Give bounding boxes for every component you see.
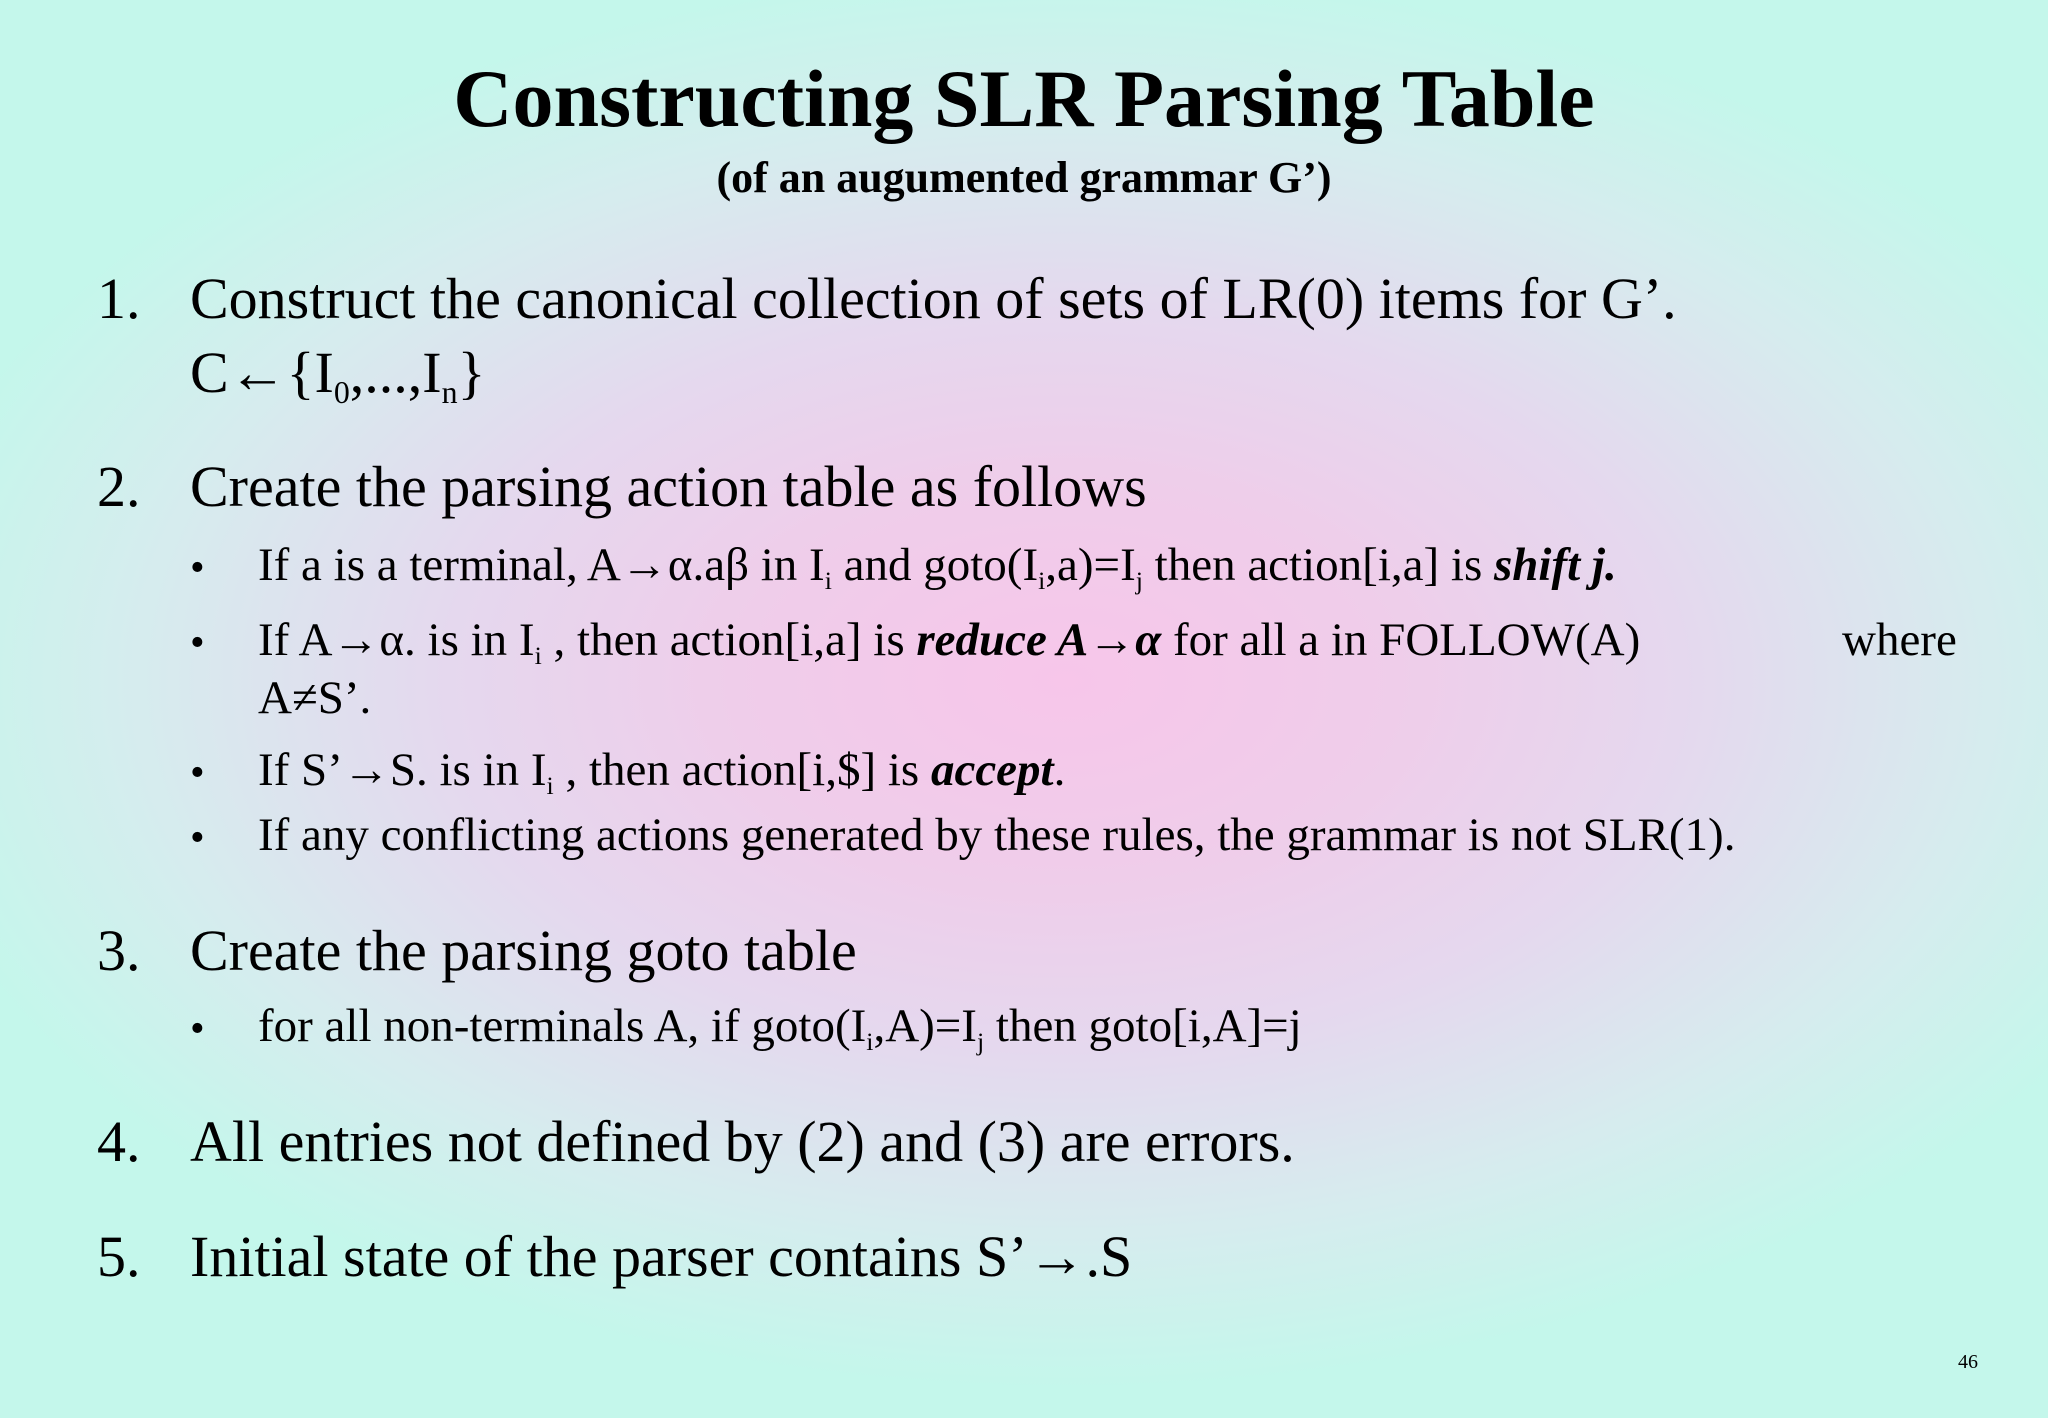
bullet-text-part: ,a)=I bbox=[1045, 539, 1136, 591]
subscript: j bbox=[976, 1027, 985, 1057]
subscript: i bbox=[534, 641, 542, 671]
item-2-bullet-2 bbox=[258, 614, 1641, 671]
emphasis-shift: shift j. bbox=[1493, 539, 1617, 591]
subscript: i bbox=[546, 771, 554, 801]
item-5-number: 5. bbox=[97, 1224, 141, 1289]
bullet-text-part: for all a in FOLLOW(A) bbox=[1161, 614, 1641, 666]
item-2-bullet-2-line2: A≠S’. bbox=[258, 672, 372, 724]
item-1-formula bbox=[190, 340, 486, 411]
bullet-icon: • bbox=[190, 620, 205, 666]
item-3-text: Create the parsing goto table bbox=[190, 918, 857, 983]
subscript: i bbox=[824, 566, 832, 596]
slide-subtitle: (of an augumented grammar G’) bbox=[716, 153, 1332, 202]
item-2-number: 2. bbox=[97, 454, 141, 519]
item-3-number: 3. bbox=[97, 918, 141, 983]
bullet-icon: • bbox=[190, 815, 205, 861]
item-3-bullet-1 bbox=[258, 1000, 1302, 1057]
formula-sub-n: n bbox=[441, 375, 458, 411]
item-1-text: Construct the canonical collection of sets of LR(0) items for G’. bbox=[190, 266, 1677, 331]
bullet-text-part: , then action[i,$] is bbox=[553, 744, 931, 796]
bullet-text-part: If a is a terminal, A→α.aβ in I bbox=[258, 539, 825, 591]
formula-prefix: C←{I bbox=[190, 340, 334, 405]
item-4-number: 4. bbox=[97, 1109, 141, 1174]
page-number: 46 bbox=[1958, 1351, 1978, 1373]
item-2-bullet-3 bbox=[258, 744, 1066, 801]
formula-middle: ,...,I bbox=[349, 340, 442, 405]
bullet-text-part: for all non-terminals A, if goto(I bbox=[258, 1000, 867, 1052]
item-2-bullet-2-where: where bbox=[1842, 614, 1957, 666]
subscript: j bbox=[1135, 566, 1143, 596]
formula-sub-0: 0 bbox=[333, 375, 350, 411]
item-4-text: All entries not defined by (2) and (3) are errors. bbox=[190, 1109, 1295, 1174]
bullet-text-part: and goto(I bbox=[831, 539, 1039, 591]
slide-title: Constructing SLR Parsing Table bbox=[453, 53, 1595, 144]
bullet-text-part: ,A)=I bbox=[873, 1000, 977, 1052]
bullet-icon: • bbox=[190, 750, 205, 796]
bullet-icon: • bbox=[190, 1006, 205, 1052]
bullet-text-part: If S’→S. is in I bbox=[258, 744, 547, 796]
formula-suffix: } bbox=[457, 340, 486, 405]
item-2-text: Create the parsing action table as follows bbox=[190, 454, 1147, 519]
bullet-text-part: , then action[i,a] is bbox=[541, 614, 917, 666]
subscript: i bbox=[1038, 566, 1046, 596]
subscript: i bbox=[866, 1027, 874, 1057]
bullet-text-part: then action[i,a] is bbox=[1142, 539, 1494, 591]
bullet-icon: • bbox=[190, 545, 205, 591]
item-2-bullet-1 bbox=[258, 539, 1617, 596]
item-5-text: Initial state of the parser contains S’→.S bbox=[190, 1224, 1133, 1289]
item-2-bullet-4: If any conflicting actions generated by these rules, the grammar is not SLR(1). bbox=[258, 809, 1736, 861]
bullet-text-part: If A→α. is in I bbox=[258, 614, 535, 666]
bullet-text-part: . bbox=[1053, 744, 1066, 796]
item-1-number: 1. bbox=[97, 266, 141, 331]
emphasis-accept: accept bbox=[930, 744, 1054, 796]
emphasis-reduce: reduce A→α bbox=[916, 614, 1162, 666]
bullet-text-part: then goto[i,A]=j bbox=[984, 1000, 1302, 1052]
